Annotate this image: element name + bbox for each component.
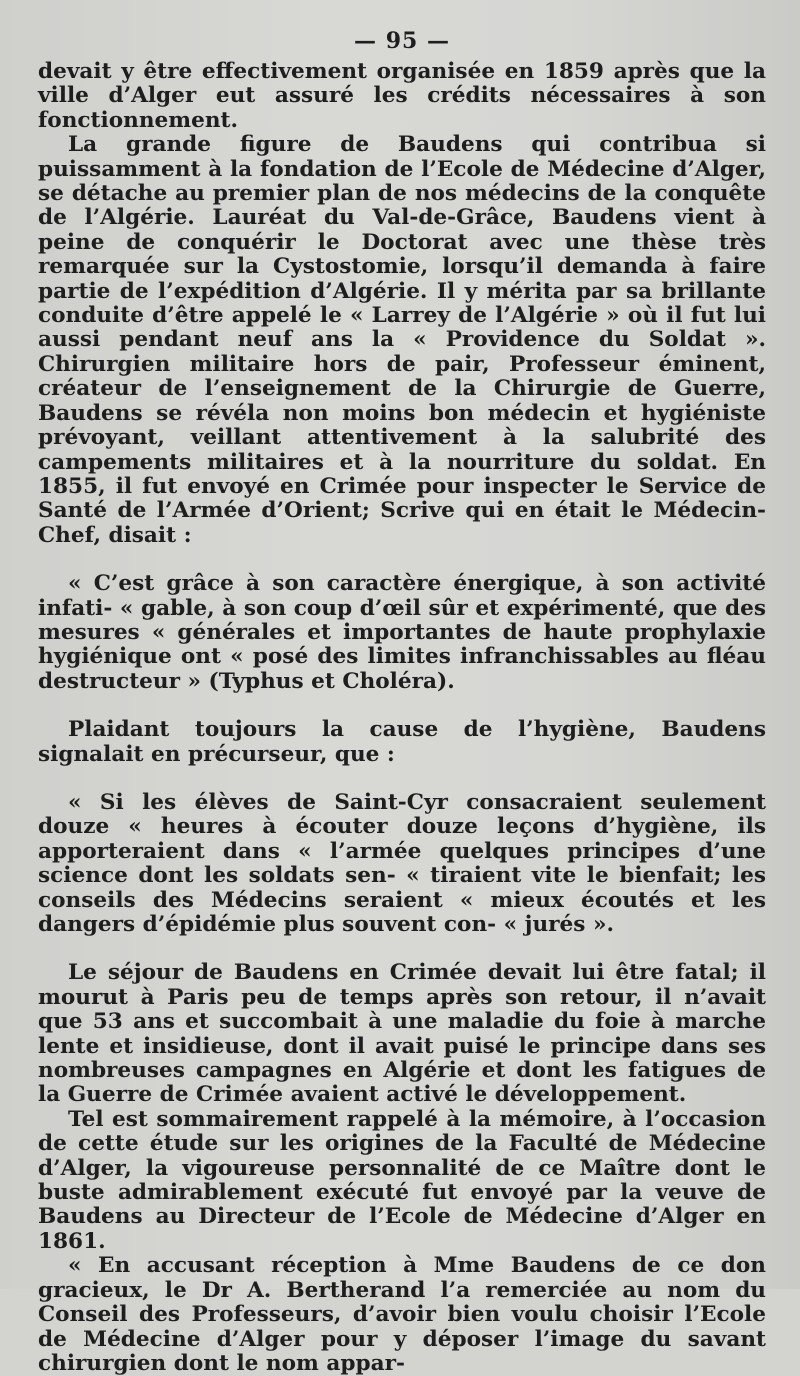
body-text [38,60,766,1376]
paragraph-reception: « En accusant réception à Mme Baudens de ce don gracieux, le Dr A. Bertherand l’a remerciée au nom du Conseil des Professeurs, d’avoir bien voulu choisir l’Ecole de Médecine d’Alger pour y déposer l’image du savant chirurgien dont le nom appar- [38,1253,766,1376]
quote-scrive: « C’est grâce à son caractère énergique, à son activité infati- « gable, à son coup d’œil sûr et expérimenté, que des mesures « générales et importantes de haute prophylaxie hygiénique ont « posé des limites infranchissables au fléau destructeur » (Typhus et Choléra). [38,571,766,694]
paragraph-memoire: Tel est sommairement rappelé à la mémoire, à l’occasion de cette étude sur les origines de la Faculté de Médecine d’Alger, la vigoureuse personnalité de ce Maître dont le buste admirablement exécuté fut envoyé par la veuve de Baudens au Directeur de l’Ecole de Médecine d’Alger en 1861. [38,1106,766,1254]
paragraph-gap [38,937,766,961]
page-number: — 95 — [354,28,450,54]
paragraph-hygiene: Plaidant toujours la cause de l’hygiène, Baudens signalait en précurseur, que : [38,717,766,767]
paragraph-baudens-intro: La grande figure de Baudens qui contribua si puissamment à la fondation de l’Ecole de Médecine d’Alger, se détache au premier plan de nos médecins de la conquête de l’Algérie. Lauréat du Val-de-Grâce, Baudens vient à peine de conquérir le Doctorat avec une thèse très remarquée sur la Cystostomie, lorsqu’il demanda à faire partie de l’expédition d’Algérie. Il y mérita par sa brillante conduite d’être appelé le « Larrey de l’Algérie » où il fut lui aussi pendant neuf ans la « Providence du Soldat ». Chirurgien militaire hors de pair, Professeur éminent, créateur de l’enseignement de la Chirurgie de Guerre, Baudens se révéla non moins bon médecin et hygiéniste prévoyant, veillant attentivement à la salubrité des campements militaires et à la nourriture du soldat. En 1855, il fut envoyé en Crimée pour inspecter le Service de Santé de l’Armée d’Orient; Scrive qui en était le Médecin-Chef, disait : [38,132,766,548]
paragraph-continuation: devait y être effectivement organisée en 1859 après que la ville d’Alger eut assuré les crédits nécessaires à son fonctionnement. [38,59,766,133]
paragraph-crimee: Le séjour de Baudens en Crimée devait lui être fatal; il mourut à Paris peu de temps après son retour, il n’avait que 53 ans et succombait à une maladie du foie à marche lente et insidieuse, dont il avait puisé le principe dans ses nombreuses campagnes en Algérie et dont les fatigues de la Guerre de Crimée avaient activé le développement. [38,960,766,1108]
paragraph-gap [38,694,766,718]
quote-saint-cyr: « Si les élèves de Saint-Cyr consacraient seulement douze « heures à écouter douze leçons d’hygiène, ils apporteraient dans « l’armée quelques principes d’une science dont les soldats sen- « tiraient vite le bienfait; les conseils des Médecins seraient « mieux écoutés et les dangers d’épidémie plus souvent con- « jurés ». [38,789,766,937]
paragraph-gap [38,767,766,791]
paragraph-gap [38,548,766,572]
